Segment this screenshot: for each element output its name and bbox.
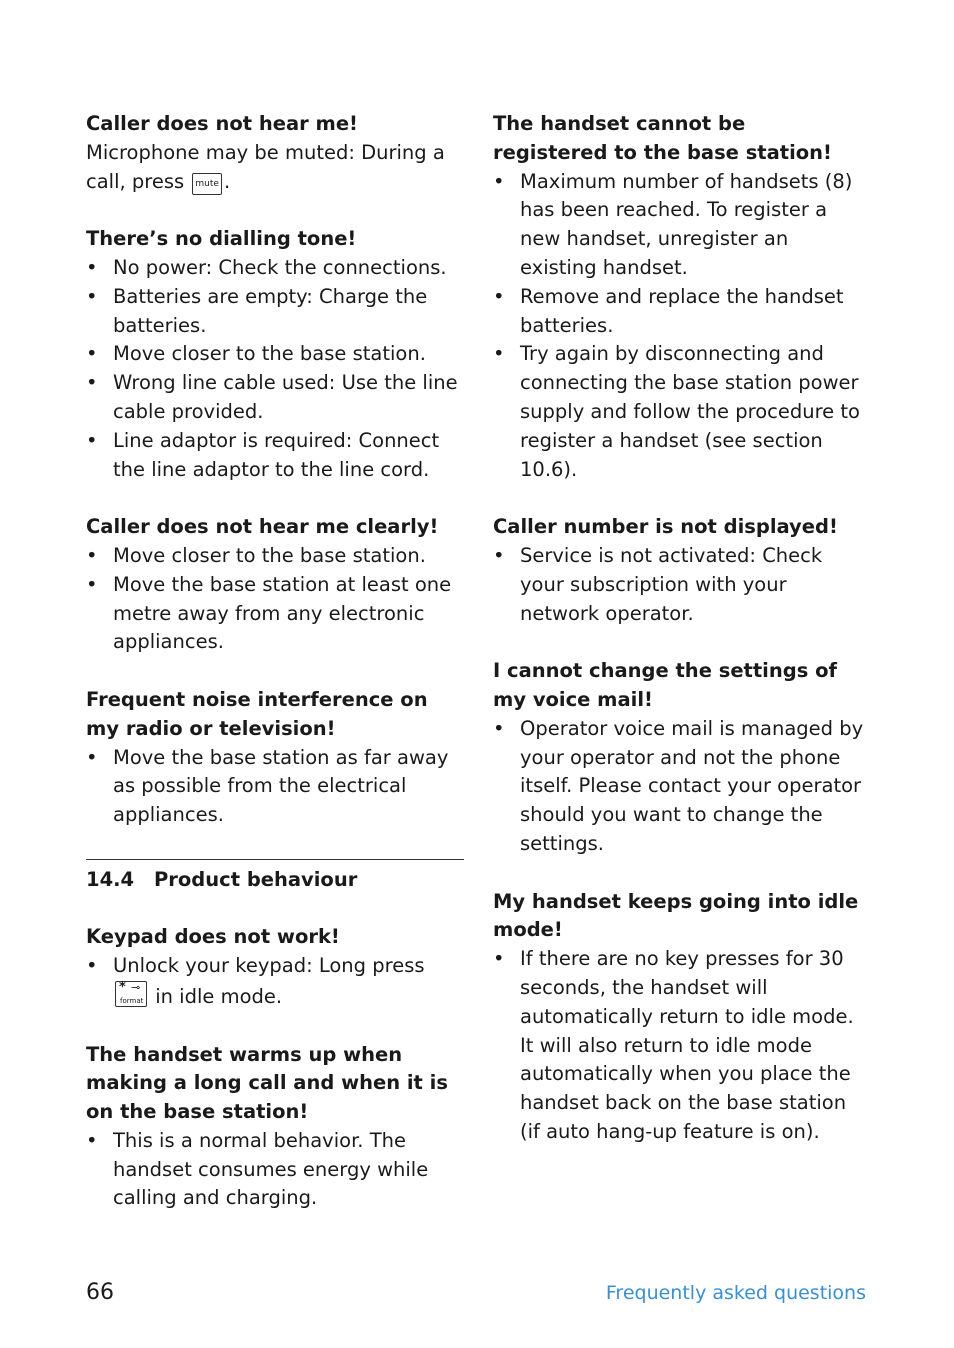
faq-no-dial-tone bbox=[86, 225, 464, 484]
answer-list bbox=[493, 945, 865, 1147]
answer-list bbox=[86, 1127, 464, 1213]
answer-list bbox=[86, 254, 464, 484]
faq-register bbox=[493, 110, 865, 484]
bullet-icon: • bbox=[86, 284, 98, 308]
list-item bbox=[86, 1127, 464, 1213]
bullet-icon: • bbox=[86, 428, 98, 452]
list-item-text-end: in idle mode. bbox=[149, 984, 283, 1008]
list-item-text: If there are no key presses for 30 seconds, the handset will automatically return to idle mode. It will also return to idle mode automatically when you place the handset back on the base station (if auto hang-up feature is on). bbox=[520, 947, 854, 1143]
list-item-text: Wrong line cable used: Use the line cable provided. bbox=[113, 371, 458, 423]
page-number: 66 bbox=[86, 1280, 114, 1305]
faq-idle bbox=[493, 888, 865, 1147]
section-title bbox=[86, 866, 464, 895]
list-item-text: Move the base station at least one metre away from any electronic appliances. bbox=[113, 572, 452, 654]
bullet-icon: • bbox=[86, 371, 98, 395]
section-number: 14.4 bbox=[86, 867, 135, 891]
bullet-icon: • bbox=[493, 716, 505, 740]
faq-voicemail bbox=[493, 657, 865, 859]
bullet-icon: • bbox=[86, 1128, 98, 1152]
list-item bbox=[86, 427, 464, 485]
faq-heading: I cannot change the settings of my voice mail! bbox=[493, 659, 837, 711]
list-item bbox=[86, 542, 464, 571]
list-item bbox=[493, 340, 865, 484]
section-title-text: Product behaviour bbox=[154, 867, 358, 891]
faq-heading: Frequent noise interference on my radio or television! bbox=[86, 687, 428, 740]
faq-keypad bbox=[86, 923, 464, 1011]
faq-answer bbox=[86, 139, 464, 197]
list-item bbox=[493, 715, 865, 859]
list-item-text: Batteries are empty: Charge the batteries. bbox=[113, 284, 428, 337]
faq-heading: Caller does not hear me clearly! bbox=[86, 515, 439, 539]
list-item-text: No power: Check the connections. bbox=[113, 255, 447, 279]
right-column bbox=[493, 110, 865, 1175]
list-item bbox=[86, 744, 464, 830]
bullet-icon: • bbox=[86, 572, 98, 596]
list-item-text: Move closer to the base station. bbox=[113, 342, 426, 366]
faq-heading: The handset warms up when making a long call and when it is on the base station! bbox=[86, 1042, 448, 1124]
answer-list bbox=[493, 542, 865, 628]
list-item bbox=[86, 952, 464, 1012]
faq-not-clearly bbox=[86, 513, 464, 657]
bullet-icon: • bbox=[493, 342, 505, 366]
chapter-title: Frequently asked questions bbox=[605, 1282, 866, 1304]
list-item-text: Service is not activated: Check your subscription with your network operator. bbox=[520, 543, 823, 625]
bullet-icon: • bbox=[493, 169, 505, 193]
list-item-text: Operator voice mail is managed by your operator and not the phone itself. Please contact your operator should you want to change the settings. bbox=[520, 716, 864, 855]
answer-text: Microphone may be muted: During a call, press bbox=[86, 140, 445, 193]
faq-caller-number bbox=[493, 513, 865, 628]
bullet-icon: • bbox=[493, 284, 505, 308]
faq-heading: Caller does not hear me! bbox=[86, 112, 358, 135]
faq-heading: The handset cannot be registered to the base station! bbox=[493, 112, 832, 164]
star-key-icon bbox=[115, 981, 147, 1007]
bullet-icon: • bbox=[493, 543, 505, 567]
list-item-text: Remove and replace the handset batteries. bbox=[520, 284, 844, 337]
list-item bbox=[493, 945, 865, 1147]
list-item bbox=[86, 369, 464, 427]
bullet-icon: • bbox=[86, 342, 98, 366]
list-item-text: This is a normal behavior. The handset consumes energy while calling and charging. bbox=[113, 1128, 429, 1210]
section-divider bbox=[86, 859, 464, 860]
mute-key-icon: mute bbox=[192, 173, 222, 195]
answer-list bbox=[86, 952, 464, 1012]
answer-list bbox=[86, 744, 464, 830]
faq-warms bbox=[86, 1041, 464, 1214]
answer-list bbox=[86, 542, 464, 657]
list-item-text: Maximum number of handsets (8) has been reached. To register a new handset, unregister an existing handset. bbox=[520, 169, 853, 279]
faq-heading: Caller number is not displayed! bbox=[493, 515, 838, 539]
answer-text-end: . bbox=[223, 169, 231, 193]
list-item bbox=[493, 542, 865, 628]
bullet-icon: • bbox=[493, 947, 505, 971]
bullet-icon: • bbox=[86, 543, 98, 567]
answer-list bbox=[493, 168, 865, 485]
faq-caller-not-hear bbox=[86, 110, 464, 196]
bullet-icon: • bbox=[86, 954, 98, 978]
list-item bbox=[86, 571, 464, 657]
bullet-icon: • bbox=[86, 255, 98, 279]
list-item bbox=[86, 340, 464, 369]
list-item bbox=[493, 283, 865, 341]
list-item-text: Move closer to the base station. bbox=[113, 543, 426, 567]
faq-heading: There’s no dialling tone! bbox=[86, 227, 357, 251]
list-item bbox=[86, 254, 464, 283]
faq-noise bbox=[86, 686, 464, 830]
left-column bbox=[86, 110, 464, 1242]
faq-heading: Keypad does not work! bbox=[86, 925, 340, 949]
list-item-text: Move the base station as far away as possible from the electrical appliances. bbox=[113, 745, 449, 827]
star-key-label: format bbox=[120, 996, 144, 1005]
answer-list bbox=[493, 715, 865, 859]
faq-heading: My handset keeps going into idle mode! bbox=[493, 889, 859, 942]
list-item-text: Line adaptor is required: Connect the line adaptor to the line cord. bbox=[113, 428, 440, 481]
star-key-symbol: * bbox=[119, 979, 126, 995]
key-lock-icon: ⊸ bbox=[131, 980, 141, 994]
list-item-text: Unlock your keypad: Long press bbox=[113, 954, 425, 978]
list-item bbox=[493, 168, 865, 283]
list-item-text: Try again by disconnecting and connecting the base station power supply and follow the procedure to register a handset (see section 10.6). bbox=[520, 342, 860, 481]
bullet-icon: • bbox=[86, 745, 98, 769]
list-item bbox=[86, 283, 464, 341]
